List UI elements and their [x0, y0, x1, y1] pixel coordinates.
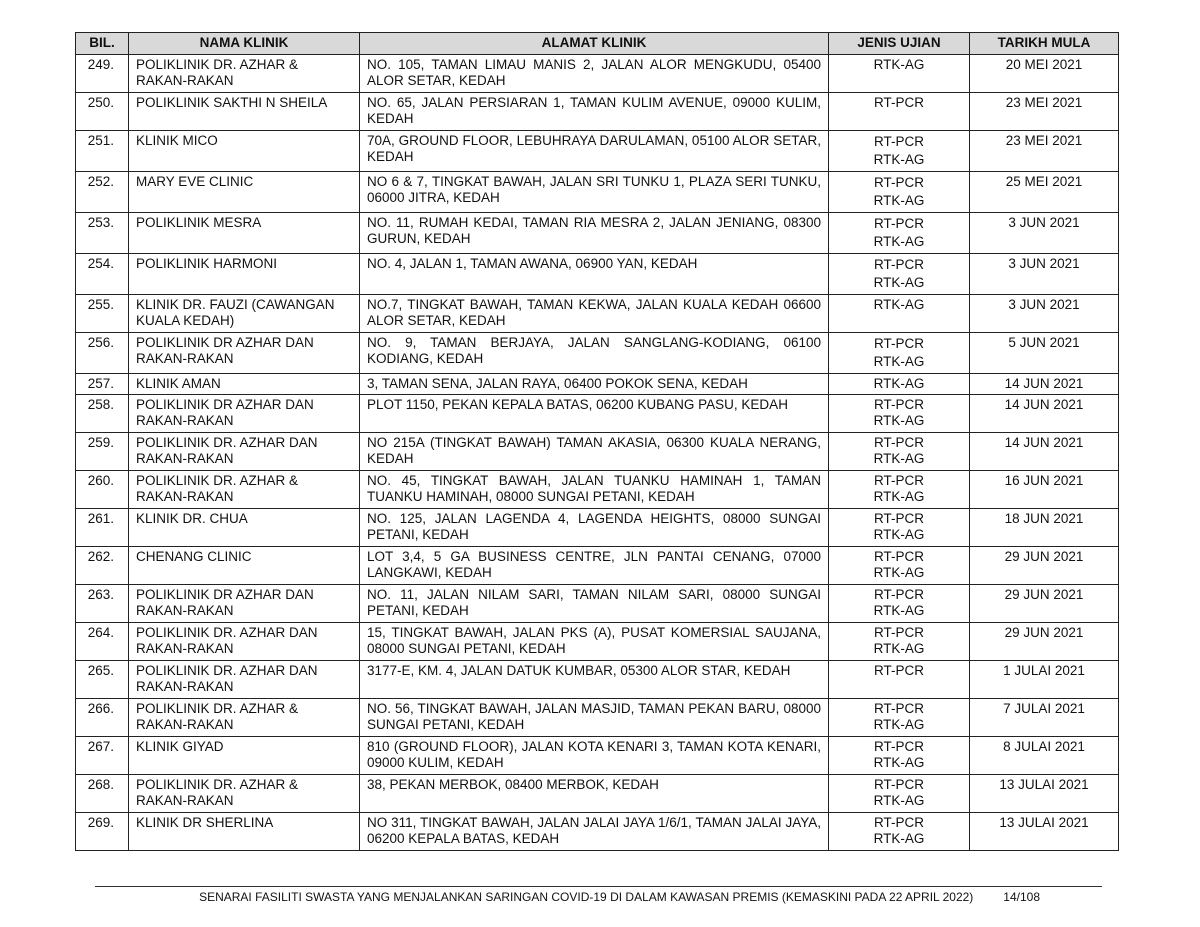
table-row — [76, 213, 1119, 254]
cell-alamat-klinik: NO. 65, JALAN PERSIARAN 1, TAMAN KULIM AVENUE, 09000 KULIM, KEDAH — [360, 93, 829, 131]
cell-nama-klinik: POLIKLINIK DR. AZHAR & RAKAN-RAKAN — [129, 55, 360, 93]
test-type: RTK-AG — [873, 451, 925, 466]
cell-jenis-ujian — [829, 93, 970, 131]
table-row — [76, 55, 1119, 93]
cell-nama-klinik: POLIKLINIK DR. AZHAR & RAKAN-RAKAN — [129, 775, 360, 813]
test-type: RT-PCR — [873, 473, 924, 488]
cell-alamat-klinik: NO 215A (TINGKAT BAWAH) TAMAN AKASIA, 06300 KUALA NERANG, KEDAH — [360, 433, 829, 471]
test-type: RTK-AG — [873, 57, 925, 72]
cell-nama-klinik: POLIKLINIK DR AZHAR DAN RAKAN-RAKAN — [129, 585, 360, 623]
cell-nama-klinik: POLIKLINIK DR. AZHAR DAN RAKAN-RAKAN — [129, 661, 360, 699]
cell-bil: 257. — [76, 374, 129, 395]
cell-bil: 252. — [76, 172, 129, 213]
cell-nama-klinik: POLIKLINIK DR AZHAR DAN RAKAN-RAKAN — [129, 395, 360, 433]
test-type: RT-PCR — [873, 95, 924, 110]
cell-bil: 259. — [76, 433, 129, 471]
cell-tarikh-mula: 29 JUN 2021 — [970, 547, 1119, 585]
cell-tarikh-mula: 5 JUN 2021 — [970, 333, 1119, 374]
cell-jenis-ujian — [829, 172, 970, 213]
cell-alamat-klinik: 3, TAMAN SENA, JALAN RAYA, 06400 POKOK SENA, KEDAH — [360, 374, 829, 395]
table-body — [76, 55, 1119, 851]
cell-bil: 261. — [76, 509, 129, 547]
cell-jenis-ujian — [829, 213, 970, 254]
test-type: RTK-AG — [873, 717, 925, 732]
cell-jenis-ujian — [829, 374, 970, 395]
cell-jenis-ujian — [829, 471, 970, 509]
test-type: RT-PCR — [873, 587, 924, 602]
cell-alamat-klinik: 810 (GROUND FLOOR), JALAN KOTA KENARI 3, TAMAN KOTA KENARI, 09000 KULIM, KEDAH — [360, 737, 829, 775]
cell-bil: 254. — [76, 254, 129, 295]
cell-tarikh-mula: 20 MEI 2021 — [970, 55, 1119, 93]
test-type: RT-PCR — [873, 134, 924, 149]
test-type: RTK-AG — [873, 831, 925, 846]
cell-nama-klinik: KLINIK DR. FAUZI (CAWANGAN KUALA KEDAH) — [129, 295, 360, 333]
test-type: RTK-AG — [873, 641, 925, 656]
cell-bil: 267. — [76, 737, 129, 775]
cell-bil: 262. — [76, 547, 129, 585]
table-row — [76, 699, 1119, 737]
cell-nama-klinik: KLINIK GIYAD — [129, 737, 360, 775]
cell-tarikh-mula: 3 JUN 2021 — [970, 254, 1119, 295]
test-type: RT-PCR — [873, 815, 924, 830]
cell-alamat-klinik: NO. 4, JALAN 1, TAMAN AWANA, 06900 YAN, KEDAH — [360, 254, 829, 295]
cell-bil: 268. — [76, 775, 129, 813]
test-type: RTK-AG — [873, 354, 925, 369]
table-row — [76, 374, 1119, 395]
cell-tarikh-mula: 7 JULAI 2021 — [970, 699, 1119, 737]
cell-nama-klinik: KLINIK AMAN — [129, 374, 360, 395]
test-type: RT-PCR — [873, 663, 924, 678]
cell-jenis-ujian — [829, 295, 970, 333]
table-row — [76, 737, 1119, 775]
header-jenis-ujian: JENIS UJIAN — [829, 33, 970, 55]
cell-alamat-klinik: NO. 56, TINGKAT BAWAH, JALAN MASJID, TAMAN PEKAN BARU, 08000 SUNGAI PETANI, KEDAH — [360, 699, 829, 737]
footer-title: SENARAI FASILITI SWASTA YANG MENJALANKAN SARINGAN COVID-19 DI DALAM KAWASAN PREMIS (KEMASKINI PADA 22 APRIL 2022) — [199, 890, 974, 904]
cell-nama-klinik: POLIKLINIK HARMONI — [129, 254, 360, 295]
test-type: RT-PCR — [873, 777, 924, 792]
cell-tarikh-mula: 16 JUN 2021 — [970, 471, 1119, 509]
cell-tarikh-mula: 3 JUN 2021 — [970, 295, 1119, 333]
cell-jenis-ujian — [829, 699, 970, 737]
cell-alamat-klinik: 38, PEKAN MERBOK, 08400 MERBOK, KEDAH — [360, 775, 829, 813]
test-type: RT-PCR — [873, 701, 924, 716]
cell-bil: 253. — [76, 213, 129, 254]
page-footer — [95, 890, 1040, 904]
test-type: RT-PCR — [873, 511, 924, 526]
cell-nama-klinik: MARY EVE CLINIC — [129, 172, 360, 213]
cell-jenis-ujian — [829, 55, 970, 93]
cell-jenis-ujian — [829, 775, 970, 813]
test-type: RTK-AG — [873, 152, 925, 167]
table-row — [76, 547, 1119, 585]
cell-alamat-klinik: 70A, GROUND FLOOR, LEBUHRAYA DARULAMAN, 05100 ALOR SETAR, KEDAH — [360, 131, 829, 172]
table-row — [76, 471, 1119, 509]
cell-nama-klinik: POLIKLINIK DR. AZHAR & RAKAN-RAKAN — [129, 471, 360, 509]
cell-tarikh-mula: 23 MEI 2021 — [970, 131, 1119, 172]
test-type: RT-PCR — [873, 216, 924, 231]
cell-bil: 255. — [76, 295, 129, 333]
cell-tarikh-mula: 3 JUN 2021 — [970, 213, 1119, 254]
cell-jenis-ujian — [829, 395, 970, 433]
cell-tarikh-mula: 14 JUN 2021 — [970, 433, 1119, 471]
cell-alamat-klinik: NO 6 & 7, TINGKAT BAWAH, JALAN SRI TUNKU 1, PLAZA SERI TUNKU, 06000 JITRA, KEDAH — [360, 172, 829, 213]
cell-bil: 264. — [76, 623, 129, 661]
cell-tarikh-mula: 25 MEI 2021 — [970, 172, 1119, 213]
cell-alamat-klinik: 3177-E, KM. 4, JALAN DATUK KUMBAR, 05300 ALOR STAR, KEDAH — [360, 661, 829, 699]
test-type: RT-PCR — [873, 397, 924, 412]
cell-jenis-ujian — [829, 623, 970, 661]
cell-tarikh-mula: 8 JULAI 2021 — [970, 737, 1119, 775]
test-type: RTK-AG — [873, 376, 925, 391]
cell-alamat-klinik: NO.7, TINGKAT BAWAH, TAMAN KEKWA, JALAN KUALA KEDAH 06600 ALOR SETAR, KEDAH — [360, 295, 829, 333]
cell-tarikh-mula: 14 JUN 2021 — [970, 374, 1119, 395]
table-header-row — [76, 33, 1119, 55]
cell-alamat-klinik: NO. 9, TAMAN BERJAYA, JALAN SANGLANG-KODIANG, 06100 KODIANG, KEDAH — [360, 333, 829, 374]
cell-alamat-klinik: NO. 45, TINGKAT BAWAH, JALAN TUANKU HAMINAH 1, TAMAN TUANKU HAMINAH, 08000 SUNGAI PETANI, KEDAH — [360, 471, 829, 509]
header-tarikh-mula: TARIKH MULA — [970, 33, 1119, 55]
cell-tarikh-mula: 13 JULAI 2021 — [970, 813, 1119, 851]
cell-bil: 256. — [76, 333, 129, 374]
cell-nama-klinik: POLIKLINIK DR AZHAR DAN RAKAN-RAKAN — [129, 333, 360, 374]
cell-bil: 260. — [76, 471, 129, 509]
table-row — [76, 295, 1119, 333]
test-type: RT-PCR — [873, 257, 924, 272]
cell-bil: 249. — [76, 55, 129, 93]
cell-nama-klinik: POLIKLINIK DR. AZHAR & RAKAN-RAKAN — [129, 699, 360, 737]
table-row — [76, 131, 1119, 172]
test-type: RTK-AG — [873, 489, 925, 504]
cell-nama-klinik: KLINIK MICO — [129, 131, 360, 172]
footer-divider — [95, 886, 1102, 887]
cell-jenis-ujian — [829, 433, 970, 471]
cell-tarikh-mula: 23 MEI 2021 — [970, 93, 1119, 131]
table-row — [76, 395, 1119, 433]
test-type: RT-PCR — [873, 739, 924, 754]
cell-bil: 251. — [76, 131, 129, 172]
cell-alamat-klinik: LOT 3,4, 5 GA BUSINESS CENTRE, JLN PANTAI CENANG, 07000 LANGKAWI, KEDAH — [360, 547, 829, 585]
test-type: RTK-AG — [873, 193, 925, 208]
cell-bil: 266. — [76, 699, 129, 737]
cell-bil: 263. — [76, 585, 129, 623]
test-type: RT-PCR — [873, 175, 924, 190]
cell-alamat-klinik: PLOT 1150, PEKAN KEPALA BATAS, 06200 KUBANG PASU, KEDAH — [360, 395, 829, 433]
cell-bil: 265. — [76, 661, 129, 699]
cell-tarikh-mula: 13 JULAI 2021 — [970, 775, 1119, 813]
table-row — [76, 661, 1119, 699]
cell-bil: 269. — [76, 813, 129, 851]
test-type: RT-PCR — [873, 435, 924, 450]
test-type: RTK-AG — [873, 297, 925, 312]
test-type: RTK-AG — [873, 413, 925, 428]
cell-tarikh-mula: 14 JUN 2021 — [970, 395, 1119, 433]
cell-jenis-ujian — [829, 509, 970, 547]
cell-jenis-ujian — [829, 737, 970, 775]
cell-alamat-klinik: 15, TINGKAT BAWAH, JALAN PKS (A), PUSAT KOMERSIAL SAUJANA, 08000 SUNGAI PETANI, KEDAH — [360, 623, 829, 661]
table-row — [76, 585, 1119, 623]
test-type: RTK-AG — [873, 793, 925, 808]
test-type: RTK-AG — [873, 603, 925, 618]
table-row — [76, 254, 1119, 295]
cell-nama-klinik: KLINIK DR SHERLINA — [129, 813, 360, 851]
test-type: RTK-AG — [873, 234, 925, 249]
cell-bil: 250. — [76, 93, 129, 131]
table-row — [76, 813, 1119, 851]
table-row — [76, 433, 1119, 471]
cell-tarikh-mula: 29 JUN 2021 — [970, 585, 1119, 623]
test-type: RT-PCR — [873, 625, 924, 640]
cell-nama-klinik: KLINIK DR. CHUA — [129, 509, 360, 547]
table-row — [76, 172, 1119, 213]
cell-alamat-klinik: NO. 105, TAMAN LIMAU MANIS 2, JALAN ALOR MENGKUDU, 05400 ALOR SETAR, KEDAH — [360, 55, 829, 93]
table-row — [76, 509, 1119, 547]
test-type: RT-PCR — [873, 336, 924, 351]
test-type: RTK-AG — [873, 755, 925, 770]
cell-jenis-ujian — [829, 813, 970, 851]
cell-alamat-klinik: NO. 11, JALAN NILAM SARI, TAMAN NILAM SARI, 08000 SUNGAI PETANI, KEDAH — [360, 585, 829, 623]
cell-nama-klinik: POLIKLINIK DR. AZHAR DAN RAKAN-RAKAN — [129, 623, 360, 661]
cell-tarikh-mula: 1 JULAI 2021 — [970, 661, 1119, 699]
cell-alamat-klinik: NO. 11, RUMAH KEDAI, TAMAN RIA MESRA 2, JALAN JENIANG, 08300 GURUN, KEDAH — [360, 213, 829, 254]
cell-tarikh-mula: 29 JUN 2021 — [970, 623, 1119, 661]
cell-tarikh-mula: 18 JUN 2021 — [970, 509, 1119, 547]
test-type: RTK-AG — [873, 527, 925, 542]
cell-bil: 258. — [76, 395, 129, 433]
test-type: RT-PCR — [873, 549, 924, 564]
cell-jenis-ujian — [829, 254, 970, 295]
table-row — [76, 623, 1119, 661]
table-row — [76, 775, 1119, 813]
clinic-table — [75, 32, 1119, 851]
test-type: RTK-AG — [873, 565, 925, 580]
table-row — [76, 333, 1119, 374]
cell-nama-klinik: CHENANG CLINIC — [129, 547, 360, 585]
header-bil: BIL. — [76, 33, 129, 55]
cell-alamat-klinik: NO 311, TINGKAT BAWAH, JALAN JALAI JAYA 1/6/1, TAMAN JALAI JAYA, 06200 KEPALA BATAS, KEDAH — [360, 813, 829, 851]
cell-jenis-ujian — [829, 547, 970, 585]
test-type: RTK-AG — [873, 275, 925, 290]
cell-jenis-ujian — [829, 131, 970, 172]
cell-nama-klinik: POLIKLINIK SAKTHI N SHEILA — [129, 93, 360, 131]
header-alamat-klinik: ALAMAT KLINIK — [360, 33, 829, 55]
cell-alamat-klinik: NO. 125, JALAN LAGENDA 4, LAGENDA HEIGHTS, 08000 SUNGAI PETANI, KEDAH — [360, 509, 829, 547]
header-nama-klinik: NAMA KLINIK — [129, 33, 360, 55]
cell-nama-klinik: POLIKLINIK DR. AZHAR DAN RAKAN-RAKAN — [129, 433, 360, 471]
page-number: 14/108 — [1003, 890, 1040, 904]
cell-nama-klinik: POLIKLINIK MESRA — [129, 213, 360, 254]
cell-jenis-ujian — [829, 661, 970, 699]
cell-jenis-ujian — [829, 585, 970, 623]
cell-jenis-ujian — [829, 333, 970, 374]
table-row — [76, 93, 1119, 131]
